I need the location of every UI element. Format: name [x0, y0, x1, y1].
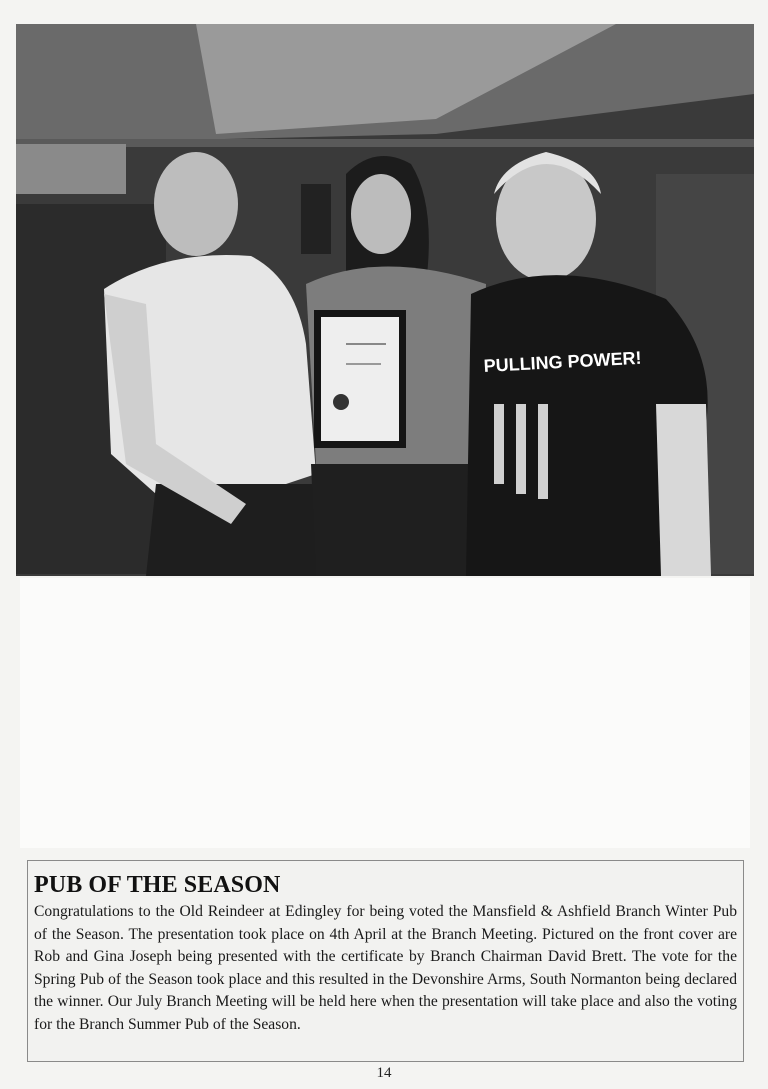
article-heading: PUB OF THE SEASON — [34, 872, 281, 898]
page-number: 14 — [376, 1065, 392, 1081]
blank-area — [20, 578, 750, 848]
tshirt-print: PULLING POWER! — [483, 347, 642, 376]
article-body: Congratulations to the Old Reindeer at Edingley for being voted the Mansfield & Ashfield Branch Winter Pub of the Season. The presentation took place on 4th April at the Branch Meeting. Pictured on the front cover are Rob and Gina Joseph being presented with the certificate by Branch Chairman David Brett. The vote for the Spring Pub of the Season took place and this resulted in the Devonshire Arms, South Normanton being declared the winner. Our July Branch Meeting will be held here when the presentation will take place and also the voting for the Branch Summer Pub of the Season. — [34, 903, 737, 1033]
certificate-frame — [314, 310, 406, 448]
article-box — [27, 860, 744, 1062]
group-photo — [16, 24, 754, 576]
